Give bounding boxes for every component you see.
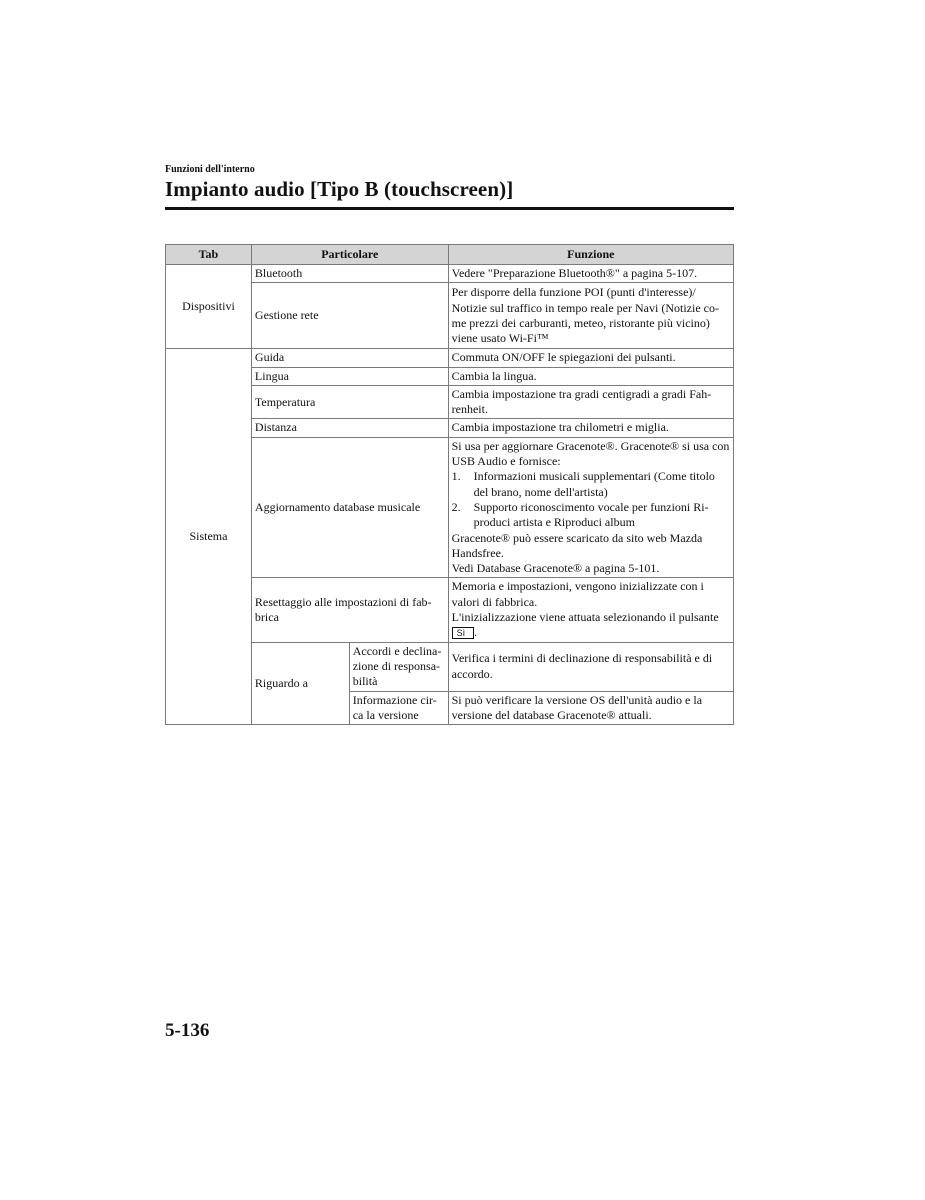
table-header-row — [166, 245, 734, 265]
function-guida: Commuta ON/OFF le spiegazioni dei pulsanti. — [448, 349, 733, 367]
step-number: 2. — [451, 499, 461, 514]
database-steps — [452, 469, 730, 530]
item-database: Aggiornamento database musicale — [251, 437, 448, 578]
list-item — [452, 500, 730, 531]
function-database — [448, 437, 733, 578]
function-version: Si può verificare la versione OS dell'unità audio e la versione del database Gracenote® attuali. — [448, 691, 733, 725]
list-item — [452, 469, 730, 500]
table-row — [166, 265, 734, 283]
function-reset: Memoria e impostazioni, vengono inizializzate con i valori di fabbrica. L'inizializzazione viene attuata selezionando il pulsante Sì . — [448, 578, 733, 642]
table-row — [166, 642, 734, 691]
item-guida: Guida — [251, 349, 448, 367]
section-label: Funzioni dell'interno — [165, 164, 255, 175]
item-temperatura: Temperatura — [251, 385, 448, 419]
title-divider — [165, 207, 734, 210]
tab-dispositivi: Dispositivi — [166, 265, 252, 349]
item-bluetooth: Bluetooth — [251, 265, 448, 283]
table-row — [166, 578, 734, 642]
page-number: 5-136 — [165, 1020, 210, 1041]
function-temperatura: Cambia impostazione tra gradi centigradi a gradi Fah-renheit. — [448, 385, 733, 419]
item-riguardo: Riguardo a — [251, 642, 349, 724]
table-row — [166, 283, 734, 349]
header-function: Funzione — [448, 245, 733, 265]
function-disclaimer: Verifica i termini di declinazione di responsabilità e di accordo. — [448, 642, 733, 691]
page-title: Impianto audio [Tipo B (touchscreen)] — [165, 177, 514, 201]
function-distanza: Cambia impostazione tra chilometri e miglia. — [448, 419, 733, 437]
header-item: Particolare — [251, 245, 448, 265]
step-text: Supporto riconoscimento vocale per funzioni Ri-produci artista e Riproduci album — [473, 499, 709, 530]
function-lingua: Cambia la lingua. — [448, 367, 733, 385]
database-note: Gracenote® può essere scaricato da sito web Mazda Handsfree. — [451, 530, 703, 560]
step-text: Informazioni musicali supplementari (Come titolo del brano, nome dell'artista) — [473, 469, 715, 499]
reset-line-2: L'inizializzazione viene attuata selezionando il pulsante — [451, 610, 719, 625]
table-row — [166, 385, 734, 419]
subitem-disclaimer: Accordi e declina-zione di responsa-bilità — [349, 642, 448, 691]
reset-line-1: Memoria e impostazioni, vengono inizializzate con i valori di fabbrica. — [451, 579, 704, 609]
settings-table — [165, 244, 734, 725]
database-intro: Si usa per aggiornare Gracenote®. Gracenote® si usa con USB Audio e fornisce: — [451, 438, 730, 469]
table-row — [166, 437, 734, 578]
header-tab: Tab — [166, 245, 252, 265]
table-row — [166, 419, 734, 437]
table-row — [166, 367, 734, 385]
database-ref: Vedi Database Gracenote® a pagina 5-101. — [451, 561, 660, 576]
si-button-icon: Sì — [452, 627, 475, 639]
table-row — [166, 349, 734, 367]
subitem-version: Informazione cir-ca la versione — [349, 691, 448, 725]
step-number: 1. — [451, 469, 461, 484]
function-bluetooth: Vedere "Preparazione Bluetooth®" a pagina 5-107. — [448, 265, 733, 283]
item-lingua: Lingua — [251, 367, 448, 385]
item-distanza: Distanza — [251, 419, 448, 437]
tab-sistema: Sistema — [166, 349, 252, 725]
function-gestione-rete: Per disporre della funzione POI (punti d'interesse)/ Notizie sul traffico in tempo reale per Navi (Notizie co-me prezzi dei carburanti, meteo, ristorante più vicino) viene usato Wi-Fi™ — [448, 283, 733, 349]
item-gestione-rete: Gestione rete — [251, 283, 448, 349]
item-reset: Resettaggio alle impostazioni di fab-brica — [251, 578, 448, 642]
